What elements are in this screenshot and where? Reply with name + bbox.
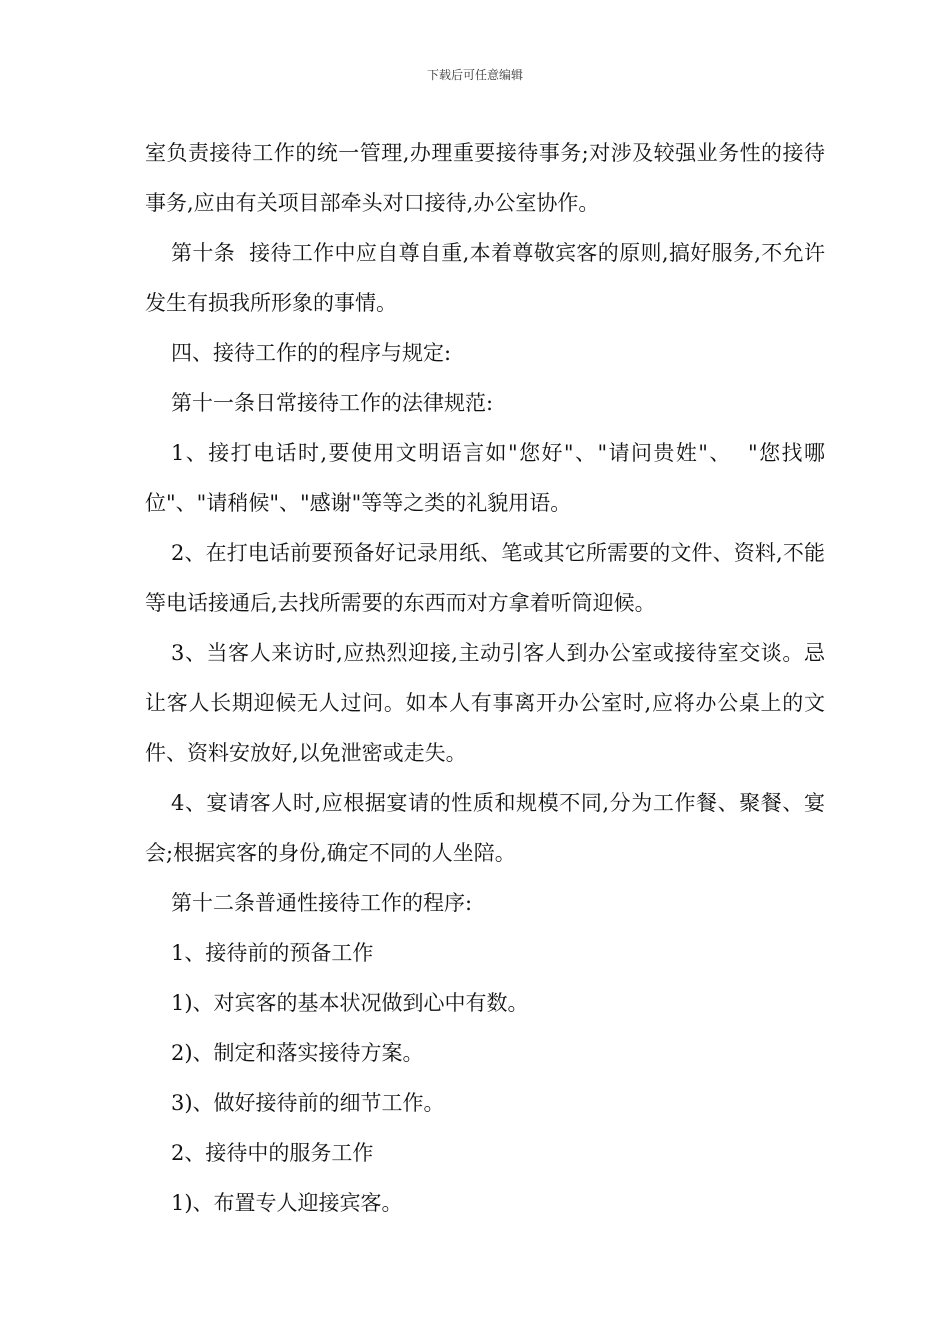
paragraph: 1、接打电话时,要使用文明语言如"您好"、"请问贵姓"、 "您找哪位"、"请稍候"、"感谢"等等之类的礼貌用语。 bbox=[145, 441, 825, 515]
section-heading: 四、接待工作的的程序与规定: bbox=[171, 341, 452, 365]
paragraph: 3、当客人来访时,应热烈迎接,主动引客人到办公室或接待室交谈。忌让客人长期迎候无人过问。如本人有事离开办公室时,应将办公桌上的文件、资料安放好,以免泄密或走失。 bbox=[145, 641, 825, 765]
article-heading: 第十一条日常接待工作的法律规范: bbox=[171, 391, 494, 415]
list-item: 2、接待中的服务工作 bbox=[171, 1141, 374, 1165]
paragraph: 第十条 接待工作中应自尊自重,本着尊敬宾客的原则,搞好服务,不允许发生有损我所形象的事情。 bbox=[145, 241, 825, 315]
list-item: 2)、制定和落实接待方案。 bbox=[171, 1041, 424, 1065]
paragraph: 2、在打电话前要预备好记录用纸、笔或其它所需要的文件、资料,不能等电话接通后,去找所需要的东西而对方拿着听筒迎候。 bbox=[145, 541, 825, 615]
list-item: 3)、做好接待前的细节工作。 bbox=[171, 1091, 445, 1115]
paragraph: 4、宴请客人时,应根据宴请的性质和规模不同,分为工作餐、聚餐、宴会;根据宾客的身份,确定不同的人坐陪。 bbox=[145, 791, 825, 865]
article-heading: 第十二条普通性接待工作的程序: bbox=[171, 891, 473, 915]
list-item: 1、接待前的预备工作 bbox=[171, 941, 374, 965]
document-body bbox=[145, 128, 825, 1228]
list-item: 1)、对宾客的基本状况做到心中有数。 bbox=[171, 991, 529, 1015]
paragraph: 室负责接待工作的统一管理,办理重要接待事务;对涉及较强业务性的接待事务,应由有关项目部牵头对口接待,办公室协作。 bbox=[145, 141, 825, 215]
list-item: 1)、布置专人迎接宾客。 bbox=[171, 1191, 403, 1215]
page-header: 下载后可任意编辑 bbox=[426, 68, 523, 82]
